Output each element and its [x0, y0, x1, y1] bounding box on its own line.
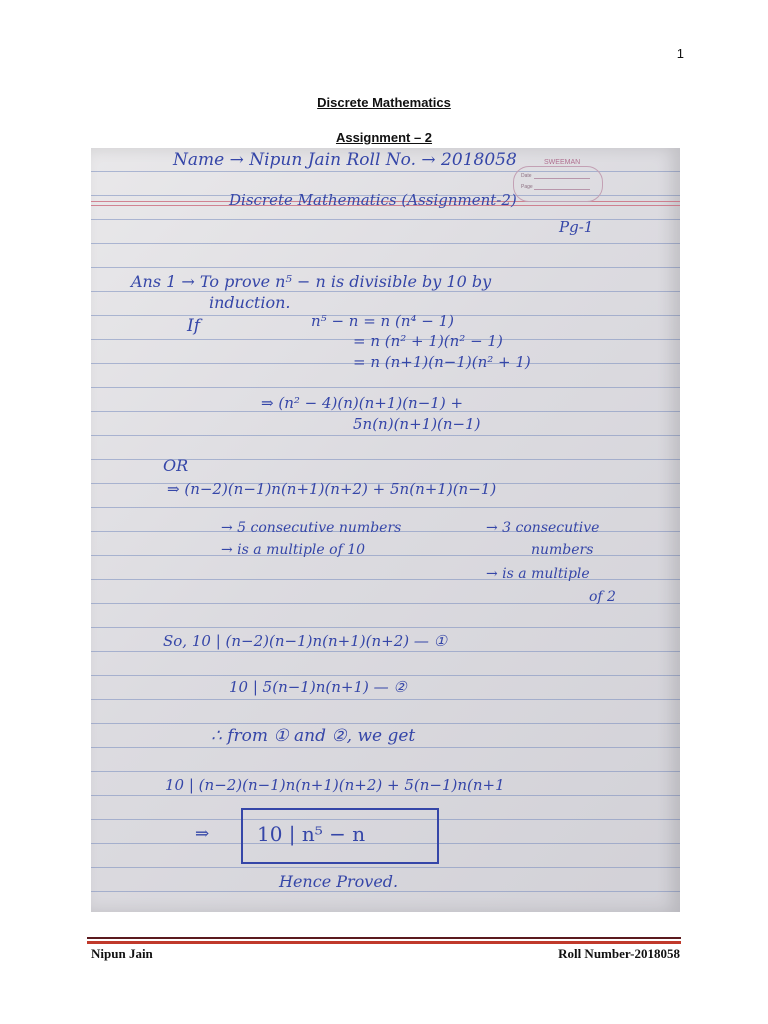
or-equation: ⇒ (n−2)(n−1)n(n+1)(n+2) + 5n(n+1)(n−1) — [167, 480, 497, 498]
or-label: OR — [163, 456, 189, 475]
footer-roll-number: Roll Number-2018058 — [558, 946, 680, 961]
equation-4: ⇒ (n² − 4)(n)(n+1)(n−1) + — [261, 394, 464, 412]
footer-name: Nipun Jain — [91, 946, 153, 961]
stamp-date-label: Date — [521, 173, 532, 179]
assignment-heading: Assignment – 2 — [335, 130, 433, 145]
notebook-stamp — [513, 159, 603, 202]
final-arrow: ⇒ — [195, 824, 210, 844]
stamp-brand: SWEEMAN — [544, 159, 581, 166]
page-tag: Pg-1 — [559, 218, 594, 236]
final-result-box — [241, 808, 439, 864]
note-multiple-of-ten: → is a multiple of 10 — [221, 542, 366, 558]
note-three-consecutive: → 3 consecutive — [486, 520, 600, 536]
footer-divider-accent — [87, 941, 681, 944]
handwritten-notes-photo — [91, 148, 680, 912]
equation-3: = n (n+1)(n−1)(n² + 1) — [353, 353, 531, 371]
from-line: ∴ from ① and ②, we get — [211, 726, 416, 746]
page-number: 1 — [676, 46, 684, 61]
final-result: 10 | n⁵ − n — [257, 822, 366, 846]
notebook-heading: Discrete Mathematics (Assignment-2) — [229, 191, 517, 209]
answer-statement: Ans 1 → To prove n⁵ − n is divisible by 10 by — [131, 272, 492, 291]
stamp-page-label: Page — [521, 184, 533, 190]
footer-divider — [87, 937, 681, 939]
equation-1: n⁵ − n = n (n⁴ − 1) — [311, 312, 454, 330]
combined-equation: 10 | (n−2)(n−1)n(n+1)(n+2) + 5(n−1)n(n+1 — [165, 776, 505, 794]
student-header: Name → Nipun Jain Roll No. → 2018058 — [173, 150, 517, 170]
so-equation-2: 10 | 5(n−1)n(n+1) — ② — [229, 678, 407, 696]
note-multiple: → is a multiple — [486, 566, 590, 582]
equation-2: = n (n² + 1)(n² − 1) — [353, 332, 503, 350]
so-equation-1: So, 10 | (n−2)(n−1)n(n+1)(n+2) — ① — [163, 632, 448, 650]
note-numbers: numbers — [531, 542, 594, 558]
note-of-two: of 2 — [589, 589, 616, 605]
stamp-line — [534, 189, 590, 190]
stamp-line — [534, 178, 590, 179]
if-label: If — [187, 316, 201, 336]
hence-proved: Hence Proved. — [279, 872, 399, 891]
equation-5: 5n(n)(n+1)(n−1) — [353, 415, 481, 433]
note-five-consecutive: → 5 consecutive numbers — [221, 520, 402, 536]
answer-statement-cont: induction. — [209, 293, 291, 312]
document-title: Discrete Mathematics — [317, 95, 451, 110]
